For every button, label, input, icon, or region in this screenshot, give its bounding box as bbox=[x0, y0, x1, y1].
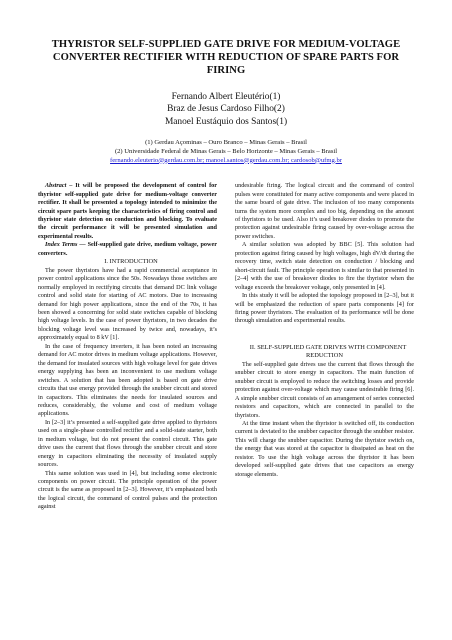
right-column bbox=[235, 182, 414, 512]
affiliation-1: (1) Gerdau Açominas – Ouro Branco – Minas Gerais – Brasil bbox=[145, 139, 307, 147]
index-terms-text: — Self-supplied gate drive, medium voltage, power converters. bbox=[38, 241, 217, 257]
author-3: Manoel Eustáquio dos Santos(1) bbox=[164, 116, 288, 127]
intro-paragraph-5: A similar solution was adopted by BBC [5]. This solution had protection against firing caused by high voltages, high dV/dt during the recovery time, switch state detection on conduction / blocking and short-circuit fault. The principle operation is similar to that presented in [2–4] with the use of breakover diodes to fire the thyristor when the voltage exceeds the breakover voltage, only presented in [4]. bbox=[235, 241, 414, 291]
section2-paragraph-1: The self-supplied gate drives use the current that flows through the snubber circuit to store energy in capacitors. The main function of snubber circuit is employed to reduce the switching losses and provide protection against over-voltage which may cause undesirable firing [6]. A simple snubber circuit consists of an arrangement of series connected resistors and capacitors, which are connected in parallel to the thyristors. bbox=[235, 360, 414, 419]
author-list bbox=[38, 91, 414, 129]
intro-paragraph-1: The power thyristors have had a rapid commercial acceptance in power control applications since the 50s. Nowadays those switches are normally employed in rectifying circuits that demand DC link voltage control and solid state for starting of AC motors. Due to increasing demand for high power applications, since the end of the 70s, it has been showed a concerning for solid state switches capable of blocking high voltage levels. In the case of power thyristors, in two decades the blocking voltage level was increased by twice and, nowadays, it’s approximately equal to 8 kV [1]. bbox=[38, 266, 217, 342]
paper-title: THYRISTOR SELF-SUPPLIED GATE DRIVE FOR MEDIUM-VOLTAGE CONVERTER RECTIFIER WITH REDUCTION OF SPARE PARTS FOR FIRING bbox=[51, 39, 401, 77]
section-spacer bbox=[235, 326, 414, 344]
author-emails[interactable]: fernando.eleuterio@gerdau.com.br; manoel.santos@gerdau.com.br; cardosob@ufmg.br bbox=[110, 156, 342, 164]
left-column bbox=[38, 182, 217, 512]
body-columns bbox=[38, 182, 414, 512]
author-1: Fernando Albert Eleutério(1) bbox=[171, 91, 281, 102]
intro-paragraph-4-continued: undesirable firing. The logical circuit and the command of control pulses were constituted for many active components and were placed in the same board of gate drive. The inclusion of too many components turns the system more complex and too big, depending on the amount of thyristors to be used. Also it’s used breakover diodes to promote the protection against undesirable firing caused by over-voltage across the power switches. bbox=[235, 182, 414, 240]
index-terms bbox=[38, 241, 217, 258]
intro-paragraph-3: In [2–3] it’s presented a self-supplied gate drive applied to thyristors used on a single-phase controlled rectifier and a solid-state starter, both in medium voltage, but do not present the control circuit. This gate drive uses the current that flows through the snubber circuit and store energy in capacitors eliminating the necessity of insulated supply sources. bbox=[38, 418, 217, 469]
section-heading-self-supplied: II. SELF-SUPPLIED GATE DRIVES WITH COMPONENT REDUCTION bbox=[249, 343, 407, 360]
section2-paragraph-2: At the time instant when the thyristor is switched off, its conduction current is deviated to the snubber capacitor through the snubber resistor. This will charge the snubber capacitor. During the thyristor switch on, the energy that was stored at the capacitor is dissipated as heat on the resistor. To use the high voltage across the thyristor it has been developed self-supplied gate drives that use capacitors as energy storage elements. bbox=[235, 419, 414, 478]
index-terms-label: Index Terms bbox=[45, 241, 78, 249]
intro-paragraph-4: This same solution was used in [4], but including some electronic components on power circuit. The principle operation of the power circuit is the same as proposed in [2–3]. However, it’s emphasized both the logical circuit, the command of control pulses and the protection against bbox=[38, 469, 217, 511]
abstract-text: – It will be proposed the development of control for thyristor self-supplied gate drive for medium-voltage converter rectifier. It shall be presented a topology intended to minimize the circuit spare parts keeping the characteristics of firing control and thyristor state detection on conduction and blocking. To evaluate the circuit performance it will be presented simulation and experimental results. bbox=[38, 182, 217, 240]
abstract bbox=[38, 182, 217, 241]
author-2: Braz de Jesus Cardoso Filho(2) bbox=[167, 104, 285, 115]
abstract-label: Abstract bbox=[45, 182, 67, 190]
intro-paragraph-2: In the case of frequency inverters, it has been noted an increasing demand for AC motor drives in medium voltage applications. However, the demand for insulated sources with high voltage level for gate drives energy supplying has been an inconvenient to use medium voltage switches. A solution that has been adopted is based on gate drive circuits that use energy provided through the snubber circuit and stored in capacitors. This eliminates the needs for insulated sources and reduces, considerably, the volume and cost of medium voltage applications. bbox=[38, 342, 217, 418]
section-heading-introduction: I. INTRODUCTION bbox=[104, 258, 158, 266]
intro-paragraph-6: In this study it will be adopted the topology proposed in [2–3], but it will be emphasized the reduction of spare parts components [4] for firing power thyristors. The evaluation of its performance will be done through simulation and experimental results. bbox=[235, 292, 414, 325]
affiliation-2: (2) Universidade Federal de Minas Gerais – Belo Horizonte – Minas Gerais – Brasil bbox=[114, 147, 338, 155]
affiliations bbox=[38, 139, 414, 165]
